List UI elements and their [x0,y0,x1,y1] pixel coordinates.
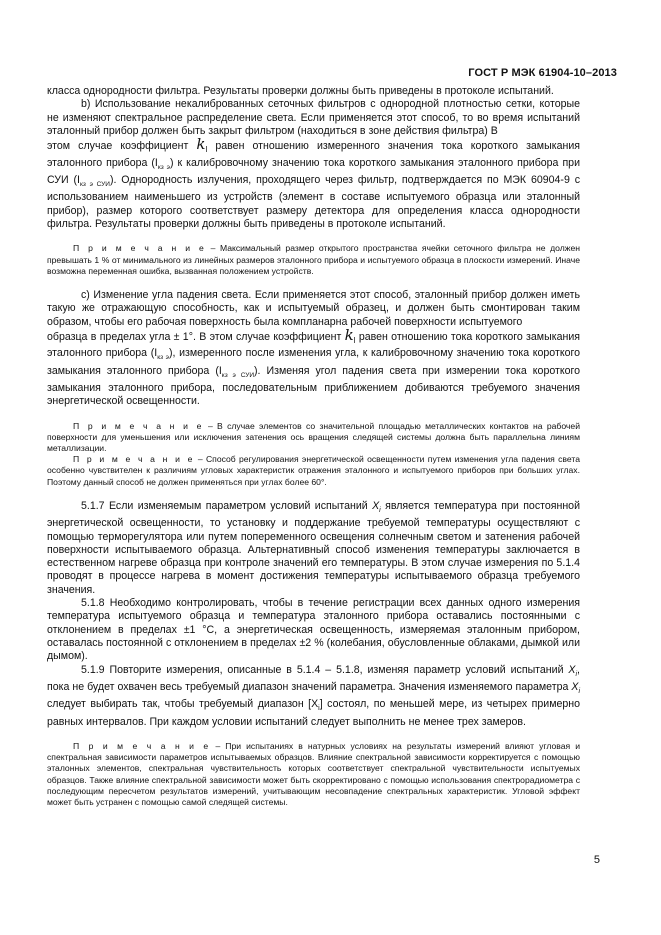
paragraph-5-1-7: 5.1.7 Если изменяемым параметром условий испытаний $X_i$ является температура при постоянной энергетической освещенности, то установку и поддержание требуемой температуры осуществляют с помощью терморегулятора или путем попеременного освещения солнечным светом и затенения рабочей поверхности испытываемого образца. Альтернативный способ изменения температуры заключается в естественном нагреве образца при контроле значений его температуры. В этом случае измерения по 5.1.4 проводят в процессе нагрева в момент достижения температуры испытываемого образца требуемого значения. [47,499,580,596]
note-3: П р и м е ч а н и е – Способ регулирования энергетической освещенности путем изменения угла падения света особенно чувствителен к различиям угловых характеристик отражения эталонного и испытуемого приборов при больших углах. Поэтому данный способ не должен применяться при углах более 60°. [47,454,580,487]
paragraph-5-1-8: 5.1.8 Необходимо контролировать, чтобы в течение регистрации всех данных одного измерения температура испытуемого образца и температура эталонного прибора оставались постоянными с отклонением в пределах ±1 °С, а энергетическая освещенность, измеряемая эталонным прибором, оставалась постоянной с отклонением в пределах ±2 % (колебания, обусловленные облаками, дымкой или дымом). [47,597,580,663]
document-header: ГОСТ Р МЭК 61904-10–2013 [468,67,617,79]
paragraph-item-b: b) Использование некалиброванных сеточных фильтров с однородной плотностью сетки, которые не изменяют спектральное распределение света. Если применяется этот способ, то во время испытаний эталонный прибор должен быть закрыт фильтром (находиться в зоне действия фильтра) В [47,98,580,137]
paragraph-filter-class: класса однородности фильтра. Результаты проверки должны быть приведены в протоколе испытаний. [47,85,554,97]
page-number: 5 [593,854,600,866]
note-2: П р и м е ч а н и е – В случае элементов со значительной площадью металлических контактов на рабочей поверхности для уменьшения или исключения затенения ось вращения следящей системы должна быть параллельна линиям металлизации. [47,420,580,454]
paragraph-angle: образца в пределах угла ± 1°. В этом случае коэффициент $k_l$ равен отношению тока короткого замыкания эталонного прибора $(I_{кз э})$, измеренного после изменения угла, к калибровочному значению тока короткого замыкания эталонного прибора $(I_{кз э СУИ})$. Изменяя угол падения света при измерении тока короткого замыкания эталонного прибора, последовательным приближением добиваются требуемого значения энергетической освещенности. [47,325,581,408]
paragraph-5-1-9: 5.1.9 Повторите измерения, описанные в 5.1.4 – 5.1.8, изменяя параметр условий испытаний $X_i$, пока не будет охвачен весь требуемый диапазон значений параметра. Значения изменяемого параметра $X_i$ следует выбирать так, чтобы требуемый диапазон $[X_i]$ состоял, по меньшей мере, из четырех примерно равных интервалов. При каждом условии испытаний следует выполнить не менее трех замеров. [47,663,581,728]
note-4: П р и м е ч а н и е – При испытаниях в натурных условиях на результаты измерений влияют угловая и спектральная зависимости параметров испытываемых образцов. Влияние спектральной зависимости корректируется с помощью эталонных элементов, спектральная чувствительность которых соответствует спектральной чувствительности испытуемых образцов. Также влияние спектральной зависимости может быть скорректировано с помощью использования спектрорадиометра с последующим пересчетом результатов измерений, учитывающим несовпадение спектральных характеристик. Угловой эффект может быть устранен с помощью самой следящей системы. [47,741,580,808]
paragraph-item-c: c) Изменение угла падения света. Если применяется этот способ, эталонный прибор должен иметь такую же отражающую способность, как и испытуемый образец, и должен быть смонтирован таким образом, чтобы его рабочая поверхность была компланарна рабочей поверхности испытуемого [47,288,580,328]
document-body [47,85,580,808]
paragraph-coefficient: этом случае коэффициент $k_l$ равен отношению измеренного значения тока короткого замыкания эталонного прибора $(I_{кз э})$ к калибровочному значению тока короткого замыкания эталонного прибора при СУИ $(I_{кз э СУИ})$. Однородность излучения, проходящего через фильтр, подтверждается по МЭК 60904-9 с использованием наименьшего из устройств (элемент в составе испытуемого образца или эталонный прибор), размер которого соответствует размеру детектора для определения класса однородности фильтра. Результаты проверки должны быть приведены в протоколе испытаний. [47,135,581,230]
note-1: П р и м е ч а н и е – Максимальный размер открытого пространства ячейки сеточного фильтра не должен превышать 1 % от минимального из линейных размеров эталонного прибора и испытуемого образца в плоскости измерений. Иначе возможна переменная ошибка, вызванная положением устройств. [47,243,580,276]
